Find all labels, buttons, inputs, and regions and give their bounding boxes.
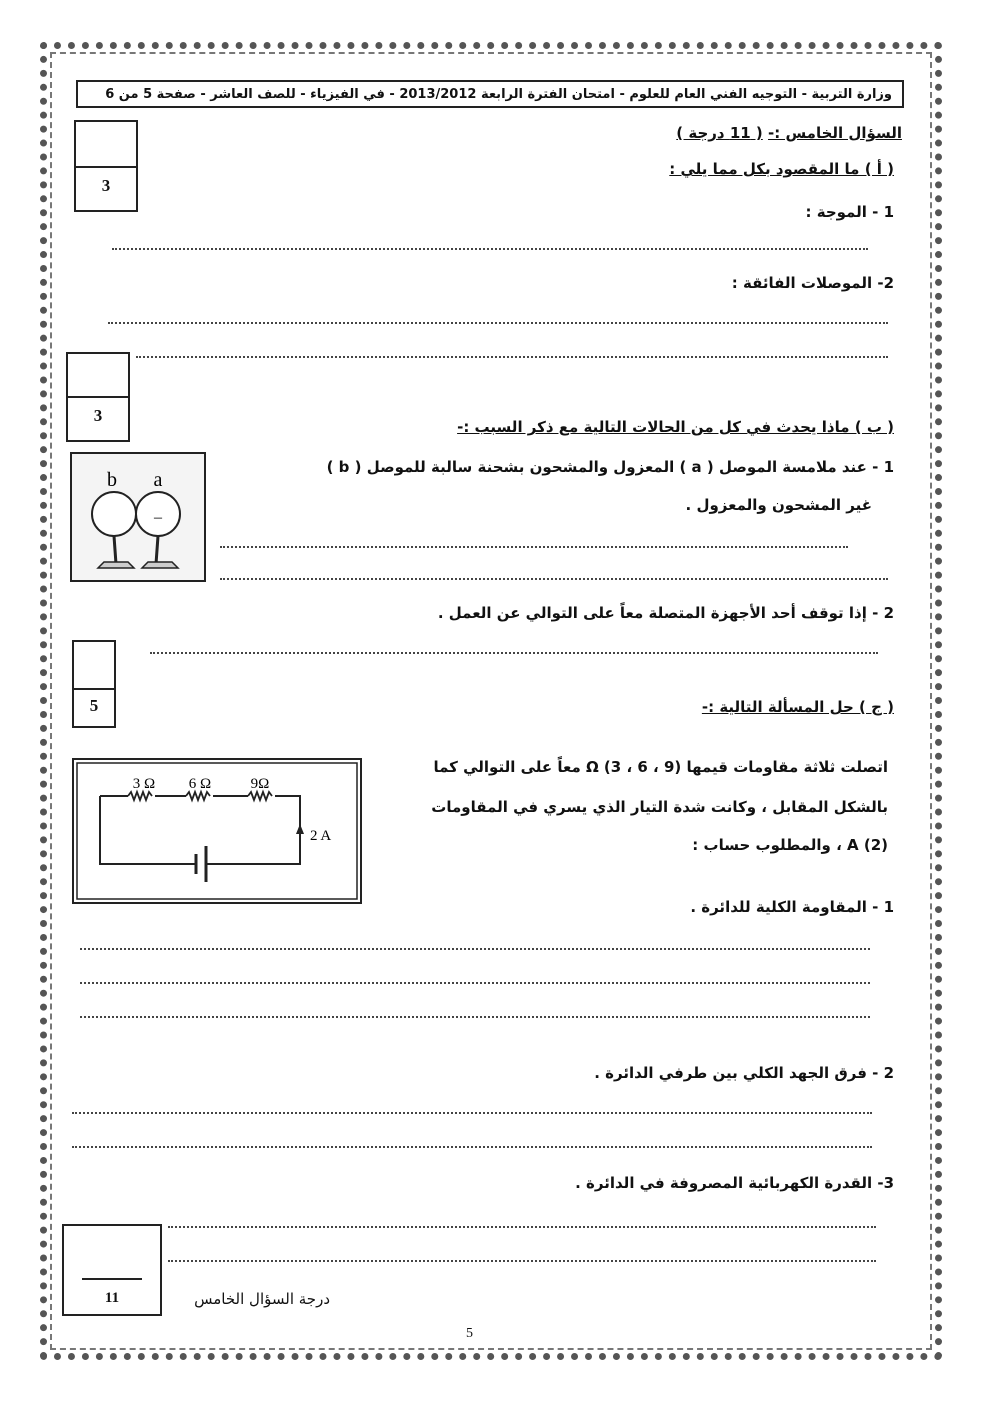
part-c-item-3: 3- القدرة الكهربائية المصروفة في الدائرة . <box>575 1174 894 1192</box>
answer-line[interactable] <box>220 546 848 548</box>
resistor-3-label: 9Ω <box>250 776 270 792</box>
sphere-a-charge: – <box>154 509 162 526</box>
part-a-item-1: 1 - الموجة : <box>805 203 894 221</box>
part-b-item-1-line-1: 1 - عند ملامسة الموصل ( a ) المعزول والمشحون بشحنة سالبة للموصل ( b ) <box>326 458 894 476</box>
score-box-a <box>74 120 138 212</box>
total-score: 11 <box>104 1290 120 1306</box>
question-title-text: السؤال الخامس :- <box>768 124 902 142</box>
answer-line[interactable] <box>108 322 888 324</box>
part-b-item-1-line-2: غير المشحون والمعزول . <box>685 496 872 514</box>
answer-line[interactable] <box>72 1112 872 1114</box>
part-c-text-line-1: اتصلت ثلاثة مقاومات قيمها Ω (3 ، 6 ، 9) معاً على التوالي كما <box>433 758 888 776</box>
score-c: 5 <box>89 696 99 715</box>
conductors-figure <box>70 452 206 582</box>
sphere-a-label: a <box>153 469 163 491</box>
sphere-b <box>92 492 136 536</box>
answer-line[interactable] <box>136 356 888 358</box>
answer-line[interactable] <box>150 652 878 654</box>
resistor-1-label: 3 Ω <box>132 776 156 792</box>
part-c-item-2: 2 - فرق الجهد الكلي بين طرفي الدائرة . <box>594 1064 894 1082</box>
question-marks: ( 11 درجة ) <box>676 124 763 142</box>
part-c-text-line-3: A (2) ، والمطلوب حساب : <box>692 836 888 854</box>
resistor-2-label: 6 Ω <box>188 776 212 792</box>
part-a-title: ( أ ) ما المقصود بكل مما يلي : <box>669 160 894 178</box>
total-score-box <box>62 1224 162 1316</box>
answer-line[interactable] <box>80 982 870 984</box>
answer-line[interactable] <box>112 248 868 250</box>
part-c-text-line-2: بالشكل المقابل ، وكانت شدة التيار الذي يسري في المقاومات <box>431 798 888 816</box>
page-number: 5 <box>466 1326 473 1341</box>
part-c-item-1: 1 - المقاومة الكلية للدائرة . <box>690 898 894 916</box>
part-a-item-2: 2- الموصلات الفائقة : <box>731 274 894 292</box>
answer-line[interactable] <box>72 1146 872 1148</box>
score-box-b <box>66 352 130 442</box>
score-box-c <box>72 640 116 728</box>
answer-line[interactable] <box>168 1226 876 1228</box>
header-text: وزارة التربية - التوجيه الفني العام للعلوم - امتحان الفترة الرابعة 2013/2012 - في الفيزياء - للصف العاشر - صفحة 5 من 6 <box>105 86 892 102</box>
score-a: 3 <box>101 176 111 195</box>
current-label: 2 A <box>310 828 332 844</box>
answer-line[interactable] <box>220 578 888 580</box>
circuit-diagram <box>72 758 362 904</box>
answer-line[interactable] <box>80 1016 870 1018</box>
part-c-title: ( ج ) حل المسألة التالية :- <box>701 698 894 716</box>
score-b: 3 <box>93 406 103 425</box>
exam-header <box>76 80 904 108</box>
total-score-label: درجة السؤال الخامس <box>194 1290 330 1308</box>
part-b-title: ( ب ) ماذا يحدث في كل من الحالات التالية مع ذكر السبب :- <box>457 418 894 436</box>
question-title <box>676 124 902 142</box>
part-b-item-2: 2 - إذا توقف أحد الأجهزة المتصلة معاً على التوالي عن العمل . <box>437 604 894 622</box>
answer-line[interactable] <box>168 1260 876 1262</box>
answer-line[interactable] <box>80 948 870 950</box>
sphere-b-label: b <box>107 469 117 491</box>
